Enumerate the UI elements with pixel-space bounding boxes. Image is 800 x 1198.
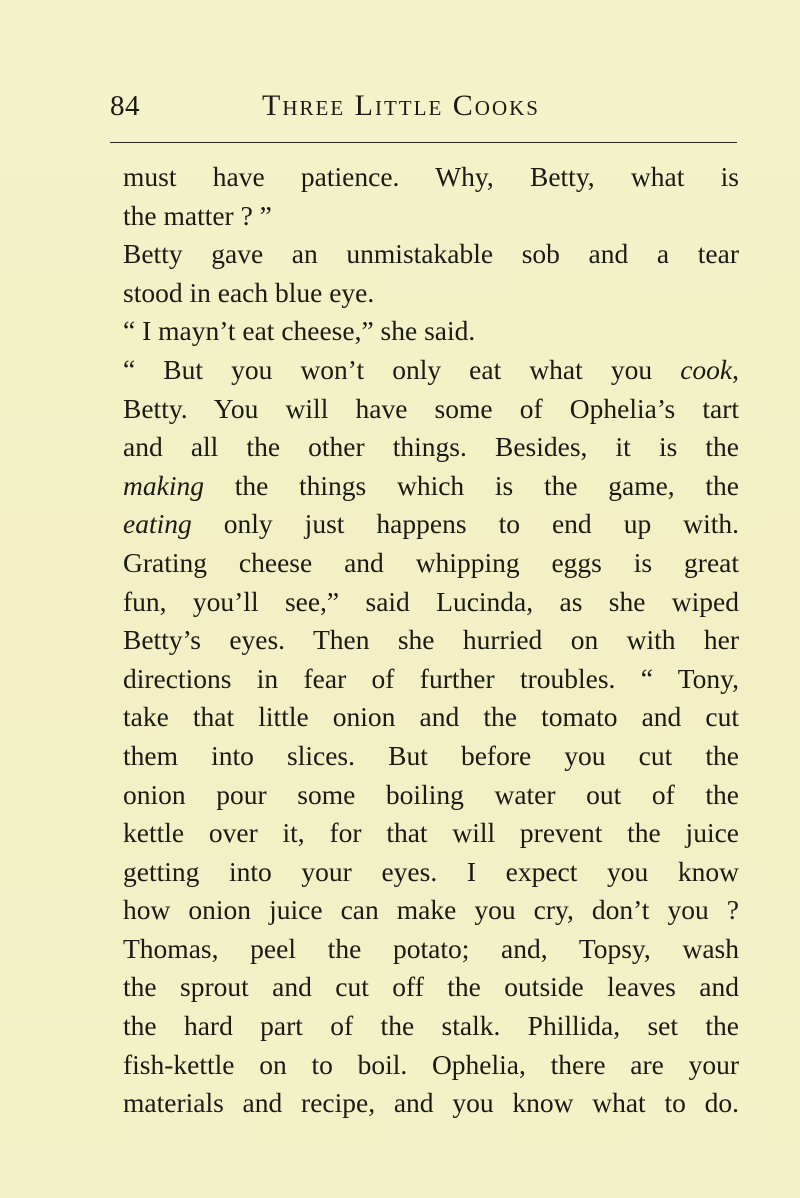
italic-word: eating: [123, 508, 192, 540]
text-segment: ,: [732, 353, 739, 385]
italic-word: cook: [680, 353, 733, 385]
text-line: how onion juice can make you cry, don’t you ?: [123, 894, 739, 926]
text-line: Grating cheese and whipping eggs is great: [123, 546, 739, 578]
text-line: fish-kettle on to boil. Ophelia, there are your: [123, 1048, 739, 1080]
text-line: Thomas, peel the potato; and, Topsy, wash: [123, 932, 739, 964]
text-segment: “ But you won’t only eat what you: [123, 353, 681, 385]
text-line: materials and recipe, and you know what to do.: [123, 1087, 739, 1119]
text-line: the hard part of the stalk. Phillida, set the: [123, 1010, 739, 1042]
italic-word: making: [123, 469, 204, 501]
text-segment: the things which is the game, the: [203, 469, 739, 501]
text-line: and all the other things. Besides, it is the: [123, 431, 739, 463]
text-line: them into slices. But before you cut the: [123, 739, 739, 771]
page-header: [110, 80, 740, 140]
text-line: [123, 505, 739, 544]
text-line: Betty’s eyes. Then she hurried on with her: [123, 624, 739, 656]
text-line: the sprout and cut off the outside leaves and: [123, 971, 739, 1003]
text-line: Betty gave an unmistakable sob and a tear: [123, 238, 739, 270]
body-text: [123, 158, 739, 1123]
text-line: onion pour some boiling water out of the: [123, 778, 739, 810]
text-line: getting into your eyes. I expect you know: [123, 855, 739, 887]
text-line: stood in each blue eye.: [123, 276, 375, 308]
text-line: [123, 351, 739, 390]
text-segment: only just happens to end up with.: [191, 508, 739, 540]
page-number: 84: [110, 90, 140, 122]
text-line: take that little onion and the tomato and cut: [123, 701, 739, 733]
running-title: Three Little Cooks: [262, 89, 540, 122]
header-rule: [110, 142, 737, 143]
text-line: [123, 467, 739, 506]
text-line: Betty. You will have some of Ophelia’s tart: [123, 392, 739, 424]
text-line: directions in fear of further troubles. “ Tony,: [123, 662, 739, 694]
text-line: “ I mayn’t eat cheese,” she said.: [123, 315, 476, 347]
text-line: kettle over it, for that will prevent the juice: [123, 817, 739, 849]
text-line: the matter ? ”: [123, 199, 272, 231]
text-line: must have patience. Why, Betty, what is: [123, 161, 739, 192]
text-line: fun, you’ll see,” said Lucinda, as she wiped: [123, 585, 739, 617]
